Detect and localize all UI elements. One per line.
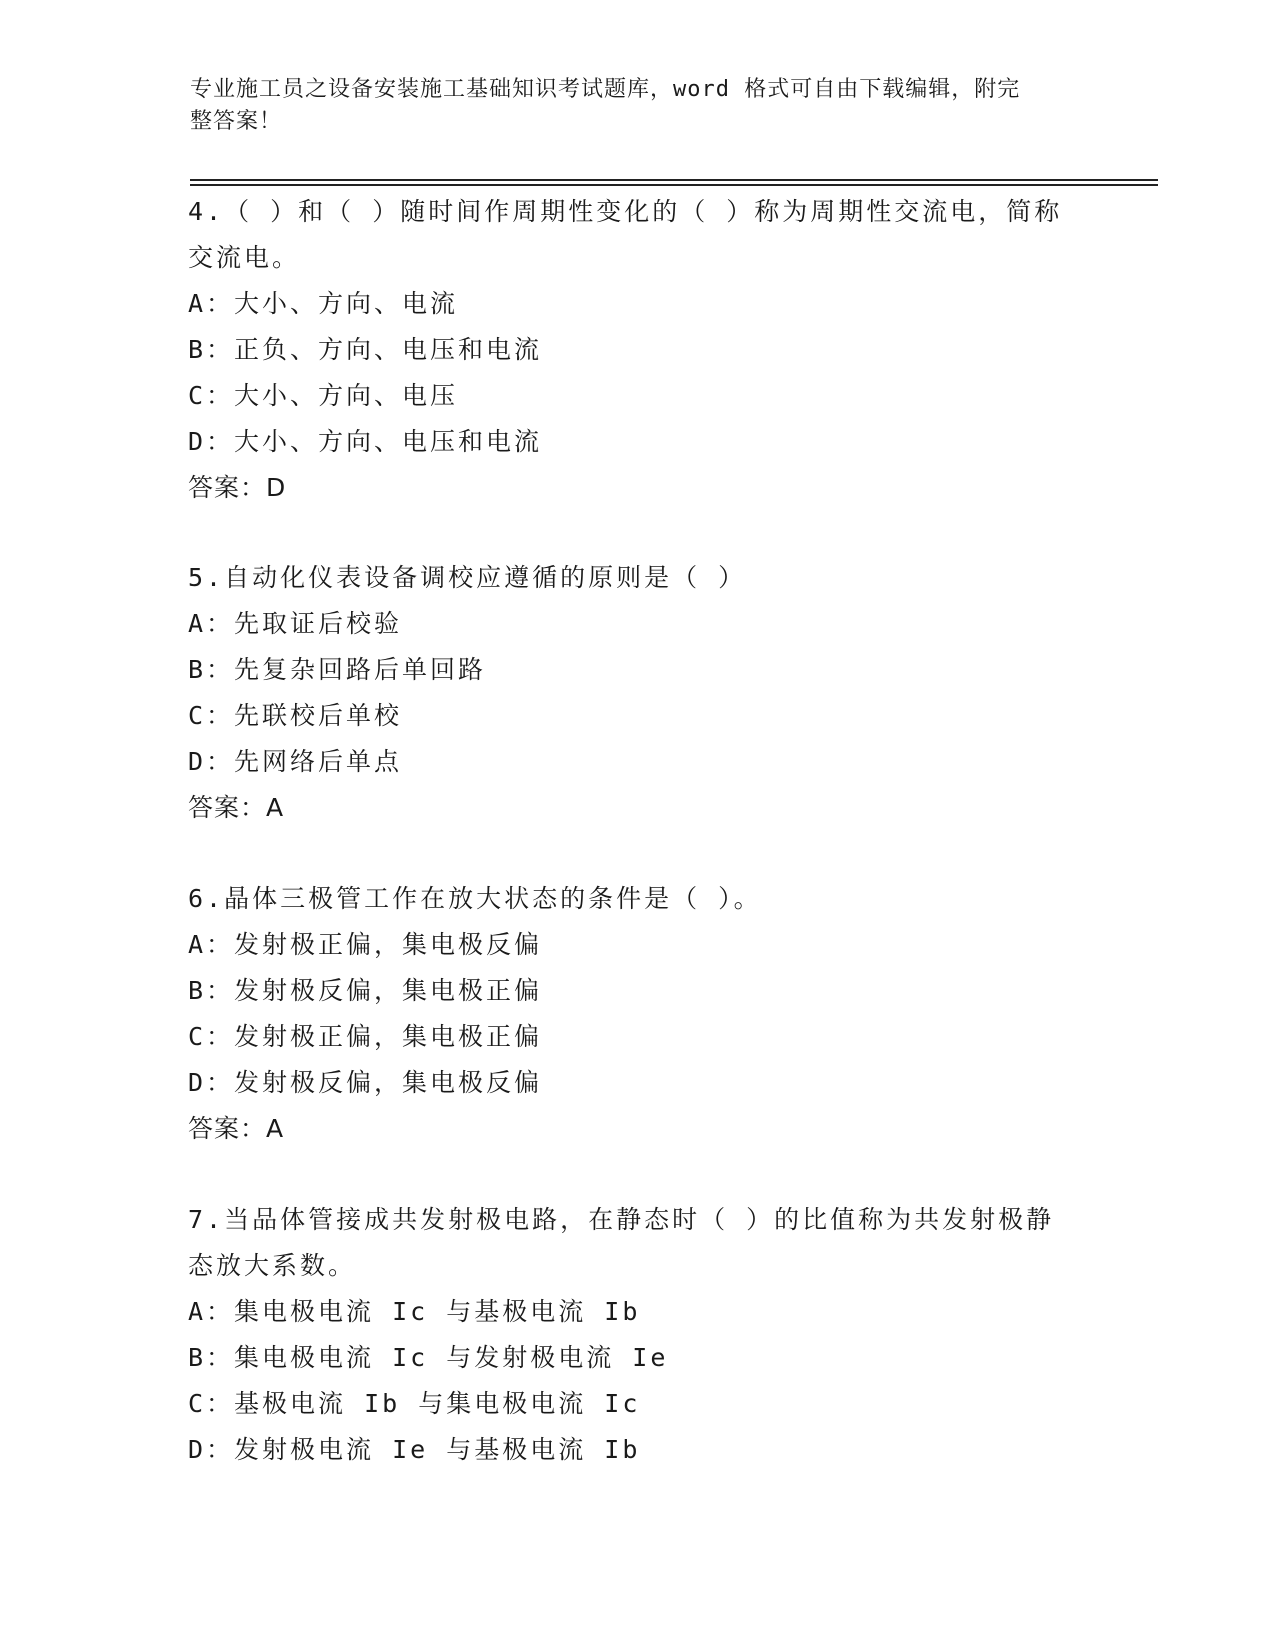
option-b: B：发射极反偏，集电极正偏 <box>188 976 543 1005</box>
option-b: B：集电极电流 Ic 与发射极电流 Ie <box>188 1343 669 1372</box>
header-divider-top <box>190 179 1158 181</box>
option-b: B：正负、方向、电压和电流 <box>188 335 543 364</box>
header-line-2: 整答案！ <box>190 109 283 134</box>
option-b: B：先复杂回路后单回路 <box>188 655 487 684</box>
option-a: A：发射极正偏，集电极反偏 <box>188 930 543 959</box>
document-header <box>190 74 1090 138</box>
question-title-continued: 态放大系数。 <box>188 1251 357 1280</box>
option-a: A：大小、方向、电流 <box>188 289 459 318</box>
option-d: D：大小、方向、电压和电流 <box>188 427 543 456</box>
question-4 <box>188 189 1088 511</box>
answer: 答案：D <box>188 473 287 502</box>
option-c: C：大小、方向、电压 <box>188 381 459 410</box>
option-c: C：发射极正偏，集电极正偏 <box>188 1022 543 1051</box>
question-title: 4.（ ）和（ ）随时间作周期性变化的（ ）称为周期性交流电，简称 <box>188 197 1063 226</box>
question-title: 6.晶体三极管工作在放大状态的条件是（ ）。 <box>188 884 762 913</box>
question-7 <box>188 1197 1088 1473</box>
option-d: D：发射极电流 Ie 与基极电流 Ib <box>188 1435 641 1464</box>
answer: 答案：A <box>188 793 285 822</box>
question-title: 7.当品体管接成共发射极电路，在静态时（ ）的比值称为共发射极静 <box>188 1205 1055 1234</box>
option-c: C：基极电流 Ib 与集电极电流 Ic <box>188 1389 641 1418</box>
option-d: D：发射极反偏，集电极反偏 <box>188 1068 543 1097</box>
option-a: A：集电极电流 Ic 与基极电流 Ib <box>188 1297 641 1326</box>
question-title: 5.自动化仪表设备调校应遵循的原则是（ ） <box>188 563 747 592</box>
answer: 答案：A <box>188 1114 285 1143</box>
question-5 <box>188 555 1088 831</box>
question-title-continued: 交流电。 <box>188 243 301 272</box>
question-6 <box>188 876 1088 1152</box>
option-a: A：先取证后校验 <box>188 609 403 638</box>
option-c: C：先联校后单校 <box>188 701 403 730</box>
option-d: D：先网络后单点 <box>188 747 403 776</box>
header-line-1: 专业施工员之设备安装施工基础知识考试题库，word 格式可自由下载编辑，附完 <box>190 77 1021 102</box>
header-divider-bottom <box>190 184 1158 186</box>
